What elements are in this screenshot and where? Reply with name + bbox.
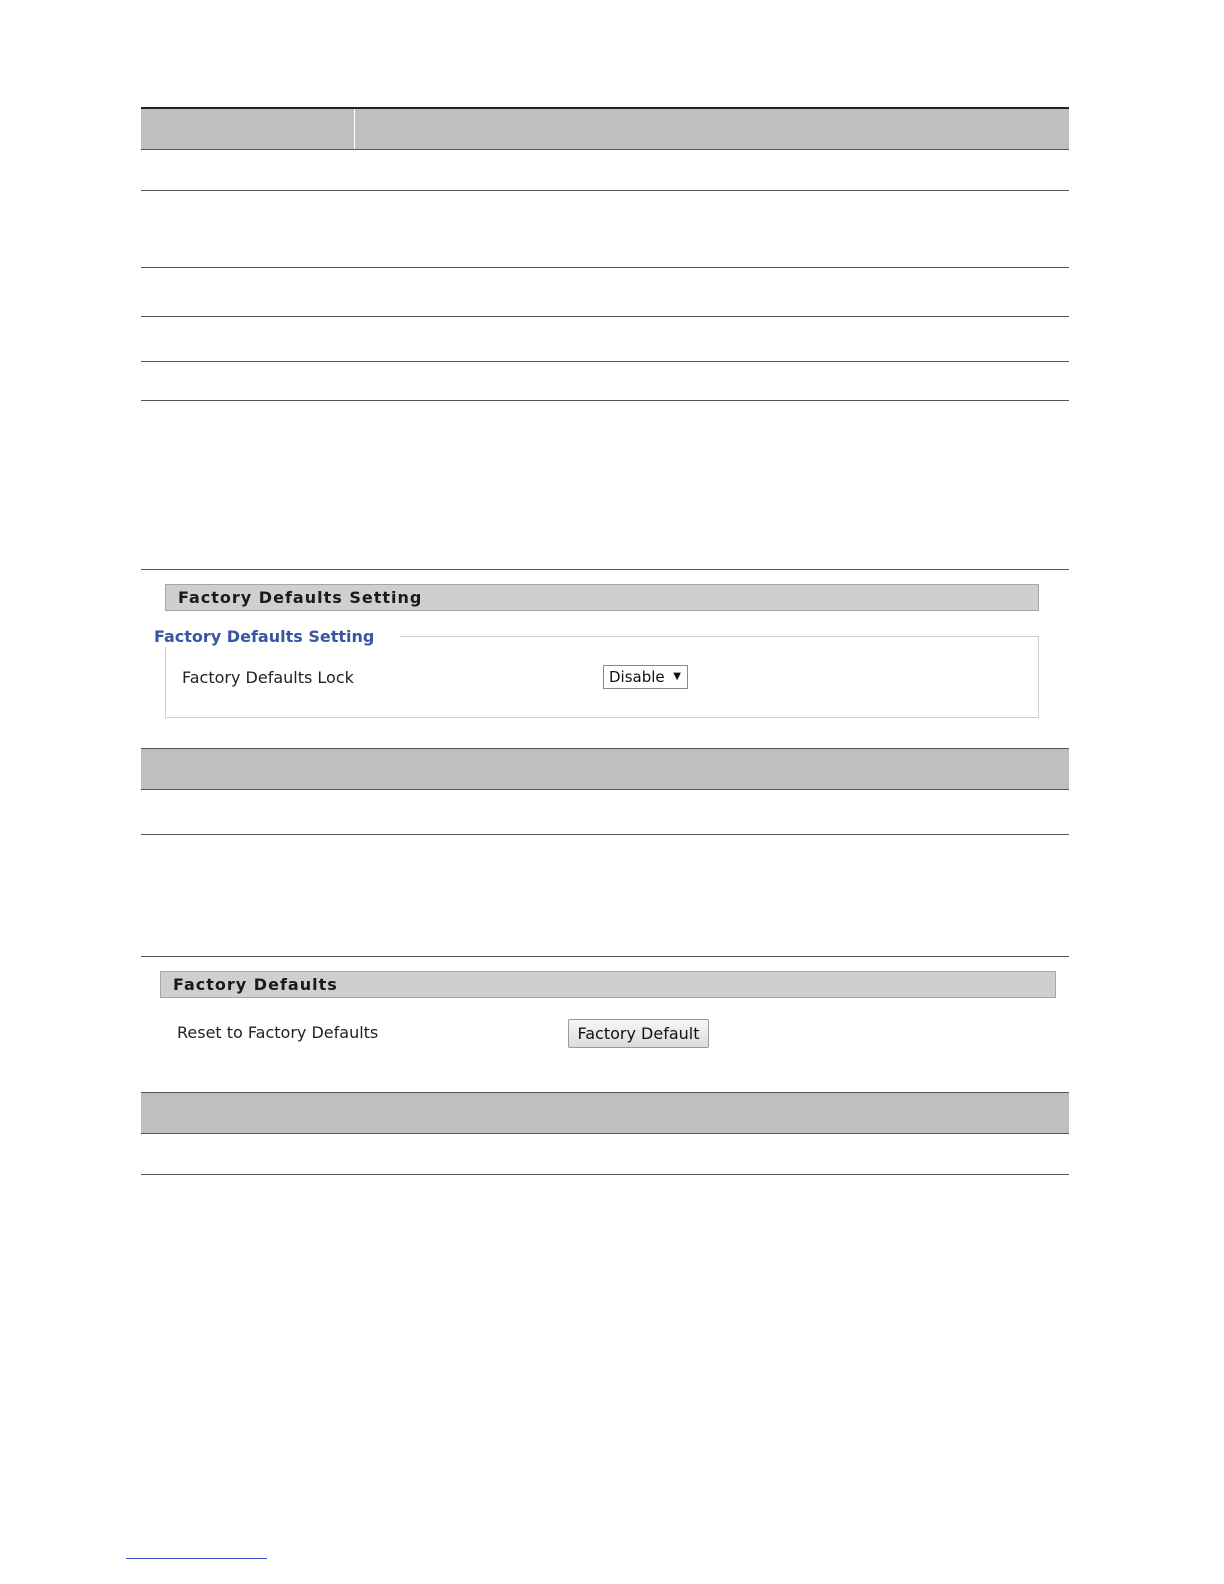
table1-column-divider xyxy=(354,109,355,149)
factory-default-button[interactable]: Factory Default xyxy=(568,1019,709,1048)
figure2-top-rule xyxy=(141,956,1069,957)
table3-header-row xyxy=(141,1093,1069,1133)
table1-row-rule-3 xyxy=(141,316,1069,317)
table3-bottom-rule xyxy=(141,1174,1069,1175)
factory-defaults-lock-label: Factory Defaults Lock xyxy=(182,668,354,687)
table1-bottom-rule xyxy=(141,400,1069,401)
table2-header-row xyxy=(141,749,1069,789)
table3-header-bottom-rule xyxy=(141,1133,1069,1134)
table1-header-row xyxy=(141,109,1069,149)
factory-defaults-lock-select[interactable] xyxy=(603,665,688,689)
table1-header-bottom-rule xyxy=(141,149,1069,150)
table1-row-rule-2 xyxy=(141,267,1069,268)
chevron-down-icon: ▼ xyxy=(673,671,681,682)
figure1-top-rule xyxy=(141,569,1069,570)
table2-header-bottom-rule xyxy=(141,789,1069,790)
table1-row-rule-4 xyxy=(141,361,1069,362)
reset-factory-defaults-label: Reset to Factory Defaults xyxy=(177,1023,379,1042)
table2-bottom-rule xyxy=(141,834,1069,835)
footer-link-underline xyxy=(126,1558,267,1559)
table1-row-rule-1 xyxy=(141,190,1069,191)
factory-defaults-lock-value: Disable xyxy=(609,668,665,686)
factory-defaults-setting-legend: Factory Defaults Setting xyxy=(154,627,400,647)
factory-defaults-setting-header: Factory Defaults Setting xyxy=(165,584,1039,611)
factory-defaults-header: Factory Defaults xyxy=(160,971,1056,998)
